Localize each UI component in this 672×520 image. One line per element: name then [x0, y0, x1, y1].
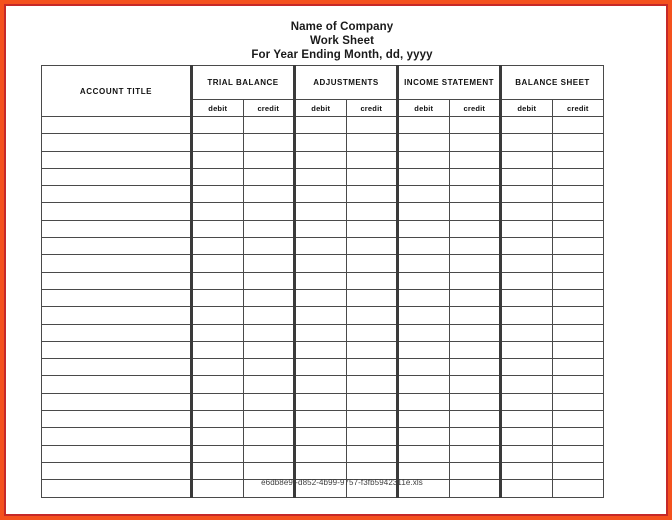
cell-account-title[interactable] — [42, 428, 192, 445]
table-row[interactable] — [42, 151, 604, 168]
cell-income-statement-credit[interactable] — [449, 445, 501, 462]
cell-account-title[interactable] — [42, 376, 192, 393]
table-row[interactable] — [42, 220, 604, 237]
cell-income-statement-credit[interactable] — [449, 376, 501, 393]
cell-trial-balance-credit[interactable] — [243, 341, 295, 358]
table-row[interactable] — [42, 341, 604, 358]
cell-adjustments-credit[interactable] — [346, 134, 398, 151]
cell-adjustments-debit[interactable] — [295, 151, 347, 168]
cell-balance-sheet-credit[interactable] — [552, 203, 604, 220]
cell-balance-sheet-credit[interactable] — [552, 255, 604, 272]
cell-trial-balance-debit[interactable] — [192, 168, 244, 185]
cell-account-title[interactable] — [42, 393, 192, 410]
cell-trial-balance-credit[interactable] — [243, 393, 295, 410]
table-row[interactable] — [42, 203, 604, 220]
cell-trial-balance-debit[interactable] — [192, 428, 244, 445]
subheader-income-statement-credit: credit — [449, 100, 501, 117]
cell-account-title[interactable] — [42, 186, 192, 203]
cell-adjustments-credit[interactable] — [346, 341, 398, 358]
cell-adjustments-debit[interactable] — [295, 220, 347, 237]
subheader-trial-balance-debit: debit — [192, 100, 244, 117]
cell-income-statement-debit[interactable] — [398, 186, 450, 203]
cell-income-statement-debit[interactable] — [398, 445, 450, 462]
document-title-line: Work Sheet — [309, 35, 375, 47]
cell-balance-sheet-debit[interactable] — [501, 324, 553, 341]
cell-income-statement-debit[interactable] — [398, 393, 450, 410]
cell-income-statement-debit[interactable] — [398, 203, 450, 220]
cell-income-statement-debit[interactable] — [398, 238, 450, 255]
cell-income-statement-credit[interactable] — [449, 203, 501, 220]
table-row[interactable] — [42, 238, 604, 255]
cell-income-statement-debit[interactable] — [398, 341, 450, 358]
table-row[interactable] — [42, 359, 604, 376]
company-name-line: Name of Company — [290, 21, 394, 33]
cell-trial-balance-debit[interactable] — [192, 117, 244, 134]
cell-balance-sheet-credit[interactable] — [552, 134, 604, 151]
cell-adjustments-debit[interactable] — [295, 117, 347, 134]
cell-adjustments-debit[interactable] — [295, 359, 347, 376]
cell-adjustments-debit[interactable] — [295, 341, 347, 358]
table-row[interactable] — [42, 289, 604, 306]
cell-income-statement-debit[interactable] — [398, 324, 450, 341]
cell-income-statement-debit[interactable] — [398, 151, 450, 168]
cell-balance-sheet-debit[interactable] — [501, 376, 553, 393]
page-frame-inner-border — [4, 4, 668, 516]
cell-adjustments-credit[interactable] — [346, 445, 398, 462]
subheader-adjustments-credit: credit — [346, 100, 398, 117]
cell-balance-sheet-debit[interactable] — [501, 411, 553, 428]
cell-adjustments-credit[interactable] — [346, 324, 398, 341]
cell-trial-balance-credit[interactable] — [243, 134, 295, 151]
cell-income-statement-credit[interactable] — [449, 307, 501, 324]
cell-adjustments-debit[interactable] — [295, 376, 347, 393]
cell-income-statement-credit[interactable] — [449, 220, 501, 237]
cell-adjustments-credit[interactable] — [346, 359, 398, 376]
cell-adjustments-debit[interactable] — [295, 428, 347, 445]
table-row[interactable] — [42, 117, 604, 134]
cell-trial-balance-credit[interactable] — [243, 307, 295, 324]
cell-income-statement-credit[interactable] — [449, 186, 501, 203]
cell-income-statement-debit[interactable] — [398, 359, 450, 376]
cell-adjustments-credit[interactable] — [346, 428, 398, 445]
cell-income-statement-debit[interactable] — [398, 134, 450, 151]
cell-adjustments-debit[interactable] — [295, 445, 347, 462]
cell-balance-sheet-credit[interactable] — [552, 238, 604, 255]
cell-account-title[interactable] — [42, 324, 192, 341]
cell-adjustments-credit[interactable] — [346, 151, 398, 168]
cell-income-statement-debit[interactable] — [398, 255, 450, 272]
cell-adjustments-credit[interactable] — [346, 289, 398, 306]
cell-trial-balance-credit[interactable] — [243, 359, 295, 376]
cell-adjustments-debit[interactable] — [295, 411, 347, 428]
cell-income-statement-credit[interactable] — [449, 151, 501, 168]
cell-adjustments-credit[interactable] — [346, 393, 398, 410]
cell-balance-sheet-debit[interactable] — [501, 393, 553, 410]
table-header — [42, 66, 604, 117]
cell-account-title[interactable] — [42, 272, 192, 289]
cell-income-statement-debit[interactable] — [398, 289, 450, 306]
cell-account-title[interactable] — [42, 289, 192, 306]
cell-account-title[interactable] — [42, 341, 192, 358]
cell-balance-sheet-debit[interactable] — [501, 428, 553, 445]
cell-account-title[interactable] — [42, 411, 192, 428]
cell-adjustments-credit[interactable] — [346, 238, 398, 255]
cell-adjustments-credit[interactable] — [346, 220, 398, 237]
cell-account-title[interactable] — [42, 255, 192, 272]
cell-income-statement-credit[interactable] — [449, 411, 501, 428]
cell-adjustments-credit[interactable] — [346, 376, 398, 393]
cell-adjustments-credit[interactable] — [346, 168, 398, 185]
subheader-trial-balance-credit: credit — [243, 100, 295, 117]
cell-income-statement-credit[interactable] — [449, 289, 501, 306]
cell-income-statement-credit[interactable] — [449, 428, 501, 445]
cell-trial-balance-debit[interactable] — [192, 307, 244, 324]
worksheet-page — [12, 12, 660, 508]
cell-account-title[interactable] — [42, 134, 192, 151]
cell-balance-sheet-debit[interactable] — [501, 151, 553, 168]
cell-balance-sheet-debit[interactable] — [501, 203, 553, 220]
cell-trial-balance-debit[interactable] — [192, 393, 244, 410]
cell-income-statement-credit[interactable] — [449, 168, 501, 185]
cell-balance-sheet-debit[interactable] — [501, 134, 553, 151]
cell-balance-sheet-debit[interactable] — [501, 289, 553, 306]
table-row[interactable] — [42, 255, 604, 272]
cell-trial-balance-credit[interactable] — [243, 151, 295, 168]
subheader-balance-sheet-credit: credit — [552, 100, 604, 117]
cell-trial-balance-debit[interactable] — [192, 186, 244, 203]
subheader-adjustments-debit: debit — [295, 100, 347, 117]
cell-trial-balance-debit[interactable] — [192, 151, 244, 168]
cell-trial-balance-credit[interactable] — [243, 445, 295, 462]
subheader-income-statement-debit: debit — [398, 100, 450, 117]
cell-trial-balance-credit[interactable] — [243, 272, 295, 289]
cell-balance-sheet-debit[interactable] — [501, 255, 553, 272]
cell-balance-sheet-credit[interactable] — [552, 117, 604, 134]
cell-trial-balance-debit[interactable] — [192, 220, 244, 237]
column-group-balance-sheet: BALANCE SHEET — [501, 66, 604, 100]
title-block — [12, 20, 660, 62]
cell-adjustments-credit[interactable] — [346, 411, 398, 428]
cell-income-statement-debit[interactable] — [398, 117, 450, 134]
table-row[interactable] — [42, 272, 604, 289]
cell-trial-balance-credit[interactable] — [243, 411, 295, 428]
cell-balance-sheet-debit[interactable] — [501, 359, 553, 376]
cell-adjustments-debit[interactable] — [295, 272, 347, 289]
cell-income-statement-credit[interactable] — [449, 117, 501, 134]
cell-adjustments-credit[interactable] — [346, 203, 398, 220]
cell-trial-balance-credit[interactable] — [243, 168, 295, 185]
cell-income-statement-debit[interactable] — [398, 307, 450, 324]
table-row[interactable] — [42, 428, 604, 445]
cell-trial-balance-debit[interactable] — [192, 445, 244, 462]
table-row[interactable] — [42, 411, 604, 428]
cell-balance-sheet-credit[interactable] — [552, 376, 604, 393]
cell-trial-balance-debit[interactable] — [192, 324, 244, 341]
cell-trial-balance-credit[interactable] — [243, 238, 295, 255]
cell-trial-balance-credit[interactable] — [243, 289, 295, 306]
column-group-trial-balance: TRIAL BALANCE — [192, 66, 295, 100]
cell-balance-sheet-credit[interactable] — [552, 428, 604, 445]
table-row[interactable] — [42, 168, 604, 185]
cell-balance-sheet-credit[interactable] — [552, 445, 604, 462]
cell-adjustments-debit[interactable] — [295, 186, 347, 203]
cell-account-title[interactable] — [42, 151, 192, 168]
cell-balance-sheet-debit[interactable] — [501, 168, 553, 185]
cell-account-title[interactable] — [42, 307, 192, 324]
cell-adjustments-credit[interactable] — [346, 272, 398, 289]
table-row[interactable] — [42, 445, 604, 462]
group-header-row — [42, 66, 604, 100]
cell-adjustments-debit[interactable] — [295, 238, 347, 255]
cell-account-title[interactable] — [42, 117, 192, 134]
column-group-income-statement: INCOME STATEMENT — [398, 66, 501, 100]
cell-balance-sheet-credit[interactable] — [552, 411, 604, 428]
cell-adjustments-debit[interactable] — [295, 307, 347, 324]
cell-income-statement-credit[interactable] — [449, 359, 501, 376]
cell-income-statement-credit[interactable] — [449, 341, 501, 358]
cell-trial-balance-debit[interactable] — [192, 134, 244, 151]
cell-trial-balance-debit[interactable] — [192, 238, 244, 255]
cell-balance-sheet-debit[interactable] — [501, 307, 553, 324]
cell-income-statement-credit[interactable] — [449, 272, 501, 289]
cell-income-statement-credit[interactable] — [449, 255, 501, 272]
cell-account-title[interactable] — [42, 359, 192, 376]
table-row[interactable] — [42, 134, 604, 151]
cell-trial-balance-debit[interactable] — [192, 255, 244, 272]
cell-adjustments-debit[interactable] — [295, 324, 347, 341]
cell-balance-sheet-debit[interactable] — [501, 445, 553, 462]
cell-income-statement-debit[interactable] — [398, 168, 450, 185]
cell-income-statement-credit[interactable] — [449, 393, 501, 410]
cell-balance-sheet-debit[interactable] — [501, 220, 553, 237]
cell-adjustments-debit[interactable] — [295, 255, 347, 272]
cell-trial-balance-credit[interactable] — [243, 376, 295, 393]
cell-balance-sheet-credit[interactable] — [552, 341, 604, 358]
cell-trial-balance-debit[interactable] — [192, 341, 244, 358]
table-row[interactable] — [42, 307, 604, 324]
cell-adjustments-credit[interactable] — [346, 117, 398, 134]
cell-trial-balance-debit[interactable] — [192, 203, 244, 220]
cell-account-title[interactable] — [42, 220, 192, 237]
cell-account-title[interactable] — [42, 238, 192, 255]
cell-trial-balance-credit[interactable] — [243, 255, 295, 272]
cell-balance-sheet-debit[interactable] — [501, 272, 553, 289]
cell-balance-sheet-credit[interactable] — [552, 393, 604, 410]
column-header-account-title: ACCOUNT TITLE — [42, 66, 192, 117]
cell-adjustments-debit[interactable] — [295, 289, 347, 306]
table-row[interactable] — [42, 376, 604, 393]
cell-adjustments-credit[interactable] — [346, 186, 398, 203]
cell-balance-sheet-credit[interactable] — [552, 289, 604, 306]
cell-trial-balance-credit[interactable] — [243, 324, 295, 341]
cell-account-title[interactable] — [42, 203, 192, 220]
column-group-adjustments: ADJUSTMENTS — [295, 66, 398, 100]
cell-balance-sheet-debit[interactable] — [501, 117, 553, 134]
cell-trial-balance-debit[interactable] — [192, 376, 244, 393]
cell-balance-sheet-credit[interactable] — [552, 272, 604, 289]
cell-balance-sheet-debit[interactable] — [501, 186, 553, 203]
cell-trial-balance-credit[interactable] — [243, 186, 295, 203]
cell-income-statement-debit[interactable] — [398, 220, 450, 237]
cell-adjustments-credit[interactable] — [346, 255, 398, 272]
cell-trial-balance-credit[interactable] — [243, 428, 295, 445]
cell-trial-balance-debit[interactable] — [192, 359, 244, 376]
cell-adjustments-credit[interactable] — [346, 307, 398, 324]
cell-income-statement-credit[interactable] — [449, 324, 501, 341]
cell-income-statement-debit[interactable] — [398, 428, 450, 445]
cell-account-title[interactable] — [42, 168, 192, 185]
cell-balance-sheet-credit[interactable] — [552, 168, 604, 185]
cell-balance-sheet-debit[interactable] — [501, 341, 553, 358]
cell-trial-balance-debit[interactable] — [192, 289, 244, 306]
cell-income-statement-debit[interactable] — [398, 376, 450, 393]
footer-filename: e6db8e9f-d852-4b99-9757-f3fb5942311e.xls — [261, 478, 423, 487]
cell-trial-balance-credit[interactable] — [243, 203, 295, 220]
cell-trial-balance-debit[interactable] — [192, 411, 244, 428]
cell-adjustments-debit[interactable] — [295, 168, 347, 185]
cell-balance-sheet-credit[interactable] — [552, 186, 604, 203]
subheader-balance-sheet-debit: debit — [501, 100, 553, 117]
cell-income-statement-credit[interactable] — [449, 238, 501, 255]
cell-income-statement-debit[interactable] — [398, 411, 450, 428]
accounting-worksheet-table — [41, 65, 604, 498]
cell-balance-sheet-debit[interactable] — [501, 238, 553, 255]
cell-trial-balance-credit[interactable] — [243, 220, 295, 237]
cell-balance-sheet-credit[interactable] — [552, 307, 604, 324]
cell-income-statement-credit[interactable] — [449, 134, 501, 151]
cell-balance-sheet-credit[interactable] — [552, 151, 604, 168]
cell-balance-sheet-credit[interactable] — [552, 359, 604, 376]
table-body — [42, 117, 604, 498]
cell-account-title[interactable] — [42, 445, 192, 462]
table-row[interactable] — [42, 324, 604, 341]
cell-trial-balance-credit[interactable] — [243, 117, 295, 134]
cell-adjustments-debit[interactable] — [295, 203, 347, 220]
cell-income-statement-debit[interactable] — [398, 272, 450, 289]
table-row[interactable] — [42, 186, 604, 203]
cell-adjustments-debit[interactable] — [295, 134, 347, 151]
cell-balance-sheet-credit[interactable] — [552, 220, 604, 237]
table-row[interactable] — [42, 393, 604, 410]
period-line: For Year Ending Month, dd, yyyy — [251, 49, 433, 61]
cell-trial-balance-debit[interactable] — [192, 272, 244, 289]
cell-balance-sheet-credit[interactable] — [552, 324, 604, 341]
cell-adjustments-debit[interactable] — [295, 393, 347, 410]
